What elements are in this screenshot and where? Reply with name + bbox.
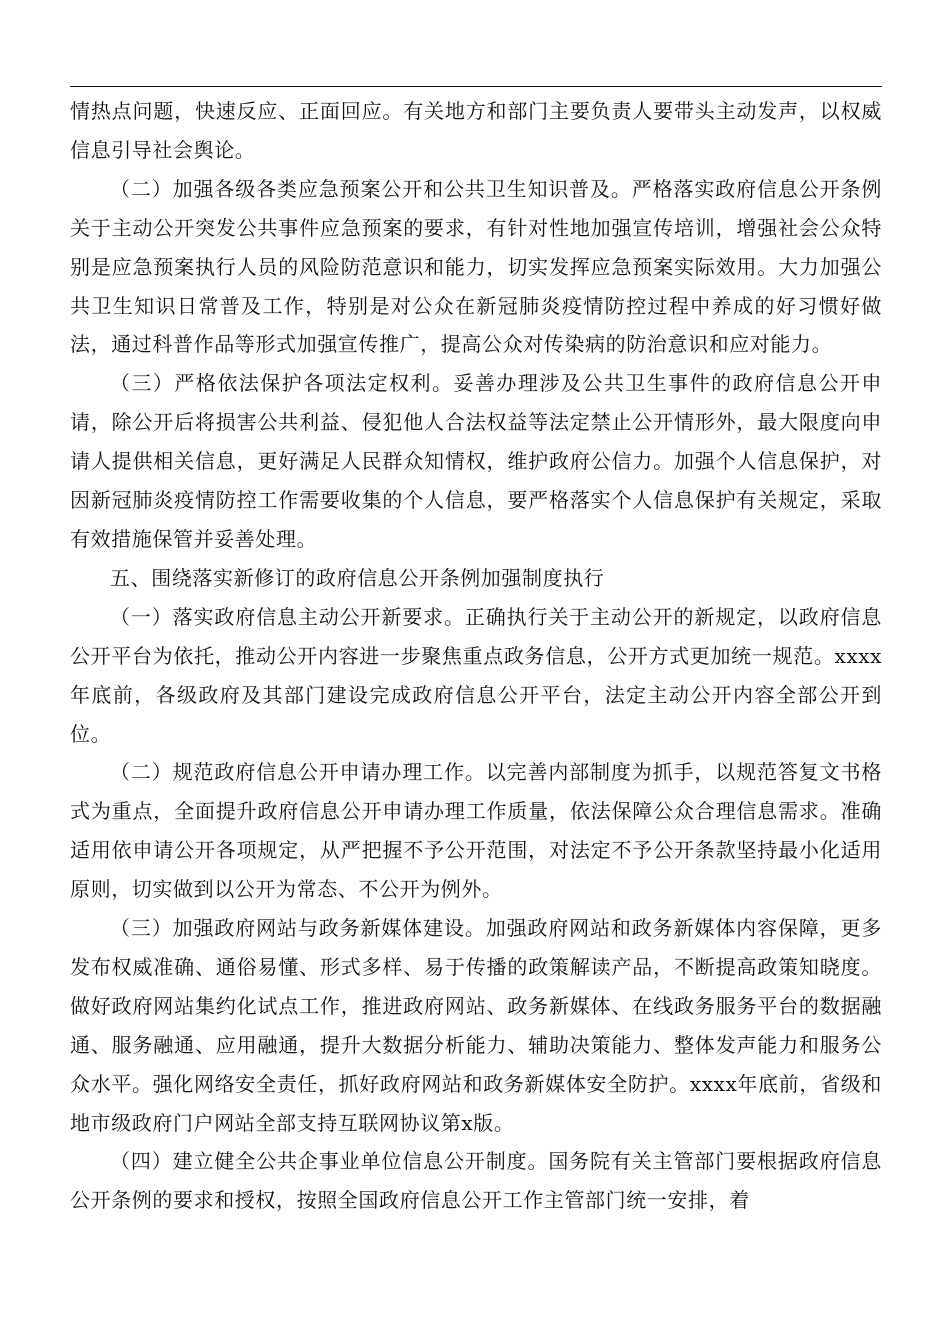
paragraph-legal-rights: （三）严格依法保护各项法定权利。妥善办理涉及公共卫生事件的政府信息公开申请，除公开后将损害公共利益、侵犯他人合法权益等法定禁止公开情形外，最大限度向申请人提供相关信息，更好满足人民群众知情权，维护政府公信力。加强个人信息保护，对因新冠肺炎疫情防控工作需要收集的个人信息，要严格落实个人信息保护有关规定，采取有效措施保管并妥善处理。 (70, 371, 882, 551)
paragraph-emergency-plans: （二）加强各级各类应急预案公开和公共卫生知识普及。严格落实政府信息公开条例关于主动公开突发公共事件应急预案的要求，有针对性地加强宣传培训，增强社会公众特别是应急预案执行人员的风险防范意识和能力，切实发挥应急预案实际效用。大力加强公共卫生知识日常普及工作，特别是对公众在新冠肺炎疫情防控过程中养成的好习惯好做法，通过科普作品等形式加强宣传推广，提高公众对传染病的防治意识和应对能力。 (70, 176, 882, 357)
document-body (70, 92, 882, 1220)
paragraph-websites-media: （三）加强政府网站与政务新媒体建设。加强政府网站和政务新媒体内容保障，更多发布权威准确、通俗易懂、形式多样、易于传播的政策解读产品，不断提高政策知晓度。做好政府网站集约化试点工作，推进政府网站、政务新媒体、在线政务服务平台的数据融通、服务融通、应用融通，提升大数据分析能力、辅助决策能力、整体发声能力和服务公众水平。强化网络安全责任，抓好政府网站和政务新媒体安全防护。xxxx年底前，省级和地市级政府门户网站全部支持互联网协议第x版。 (70, 916, 882, 1135)
section-heading: 五、围绕落实新修订的政府信息公开条例加强制度执行 (110, 565, 605, 590)
paragraph-application-handling: （二）规范政府信息公开申请办理工作。以完善内部制度为抓手，以规范答复文书格式为重点，全面提升政府信息公开申请办理工作质量，依法保障公众合理信息需求。准确适用依申请公开各项规定，从严把握不予公开范围，对法定不予公开条款坚持最小化适用原则，切实做到以公开为常态、不公开为例外。 (70, 760, 882, 902)
paragraph-continued: 情热点问题，快速反应、正面回应。有关地方和部门主要负责人要带头主动发声，以权威信息引导社会舆论。 (70, 99, 882, 162)
header-rule (70, 86, 882, 87)
paragraph-public-enterprises: （四）建立健全公共企事业单位信息公开制度。国务院有关主管部门要根据政府信息公开条例的要求和授权，按照全国政府信息公开工作主管部门统一安排，着 (70, 1149, 882, 1213)
paragraph-proactive-disclosure: （一）落实政府信息主动公开新要求。正确执行关于主动公开的新规定，以政府信息公开平台为依托，推动公开内容进一步聚焦重点政务信息，公开方式更加统一规范。xxxx年底前，各级政府及其部门建设完成政府信息公开平台，法定主动公开内容全部公开到位。 (70, 604, 882, 746)
